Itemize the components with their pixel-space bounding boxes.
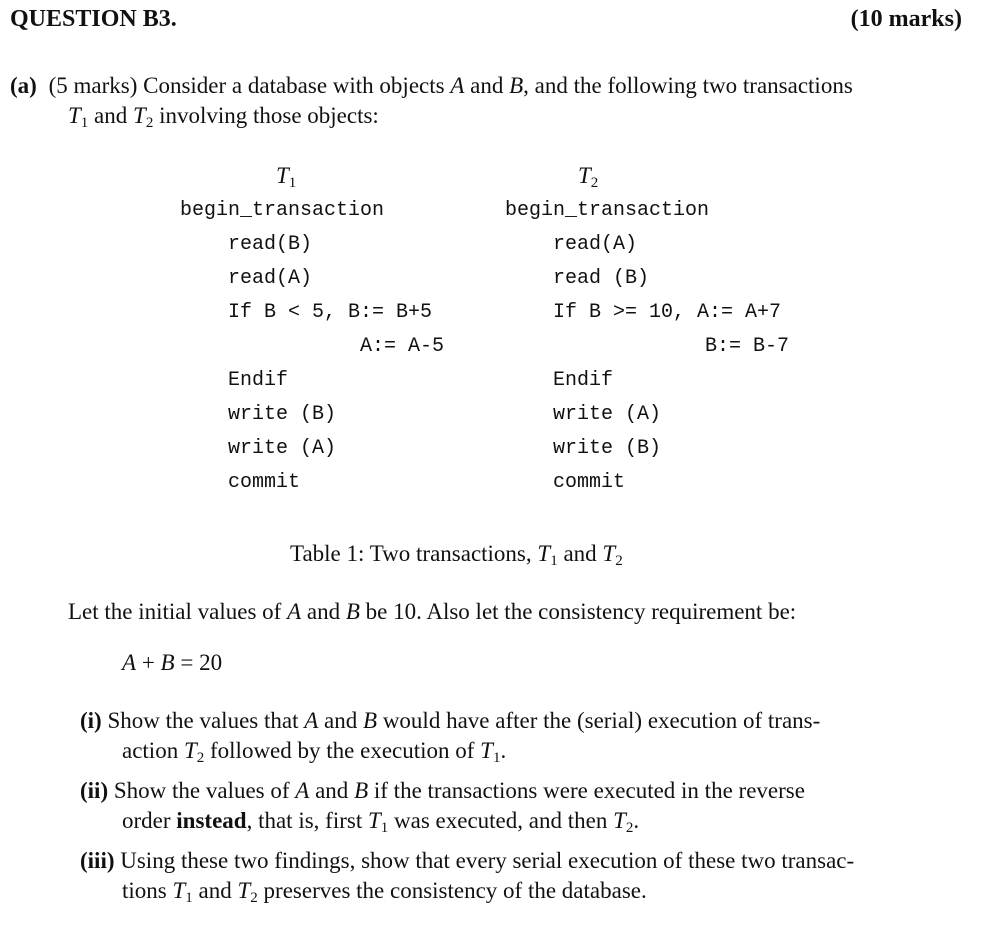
t1-line: write (B): [228, 403, 337, 426]
t1-line: write (A): [228, 437, 337, 460]
t2-line: write (B): [553, 437, 662, 460]
question-i: (i) Show the values that A and B would have after the (serial) execution of trans- action $T_2$ followed by the execution of $T_1$.: [80, 708, 821, 766]
t2-title: $T_2$: [578, 163, 599, 191]
t1-line: Endif: [228, 369, 289, 392]
t1-line: commit: [228, 471, 301, 494]
t1-begin: begin_transaction: [180, 199, 385, 222]
question-title: QUESTION B3.: [10, 6, 177, 32]
question-ii: (ii) Show the values of A and B if the transactions were executed in the reverse order instead, that is, first $T_1$ was executed, and then $T_2$.: [80, 778, 805, 836]
t2-begin: begin_transaction: [505, 199, 710, 222]
marks-label: (10 marks): [850, 6, 962, 32]
t2-line: If B >= 10, A:= A+7: [553, 301, 782, 324]
part-a-line-2: $T_1$ and $T_2$ involving those objects:: [68, 103, 379, 131]
part-a-label: (a): [10, 73, 37, 98]
t2-line: read (B): [553, 267, 650, 290]
question-iii: (iii) Using these two findings, show that every serial execution of these two transac- tions $T_1$ and $T_2$ preserves the consistency of the database.: [80, 848, 855, 906]
t2-line: commit: [553, 471, 626, 494]
t2-line: Endif: [553, 369, 614, 392]
t2-line: write (A): [553, 403, 662, 426]
t1-line: If B < 5, B:= B+5: [228, 301, 433, 324]
part-a-line-1: (a) (5 marks) Consider a database with objects A and B, and the following two transactions: [10, 73, 853, 98]
consistency-text: Let the initial values of A and B be 10. Also let the consistency requirement be:: [68, 599, 797, 624]
t1-line: read(B): [228, 233, 313, 256]
t2-line: read(A): [553, 233, 638, 256]
t1-title: $T_1$: [276, 163, 297, 191]
t1-line: A:= A-5: [360, 335, 445, 358]
consistency-equation: A + B = 20: [122, 650, 223, 675]
table-caption: Table 1: Two transactions, $T_1$ and $T_2$: [290, 541, 623, 569]
t2-line: B:= B-7: [705, 335, 790, 358]
t1-line: read(A): [228, 267, 313, 290]
